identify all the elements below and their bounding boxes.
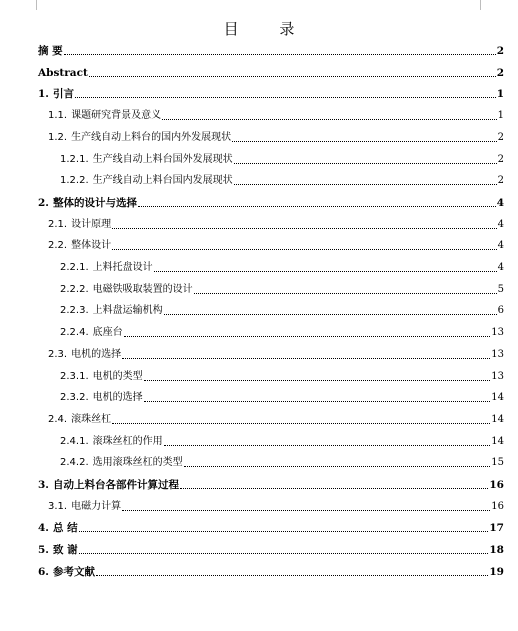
toc-entry-title: 底座台: [92, 327, 123, 339]
toc-entry-number: 3.1.: [48, 500, 68, 512]
dot-leader: [184, 466, 491, 467]
toc-entry-title: 致 谢: [52, 544, 78, 557]
toc-entry-title: Abstract: [38, 66, 88, 79]
toc-entry-title: 电机的类型: [92, 370, 143, 382]
toc-title: 目 录: [223, 20, 313, 38]
crop-mark-left: [36, 0, 37, 10]
toc-entry-number: 2.3.1.: [60, 370, 89, 382]
toc-entry-page: 6: [497, 305, 504, 317]
toc-entry-page: 13: [491, 327, 504, 339]
toc-entry[interactable]: [48, 103, 504, 123]
toc-entry-title: 电磁力计算: [71, 500, 122, 512]
toc-entry-title: 设计原理: [71, 218, 112, 230]
toc-entry-title: 引言: [52, 88, 74, 101]
toc-entry-number: 4.: [38, 522, 49, 535]
toc-entry[interactable]: [48, 125, 504, 145]
dot-leader: [79, 553, 489, 554]
toc-entry-number: 2.2.2.: [60, 283, 89, 295]
toc-entry[interactable]: [38, 559, 504, 579]
toc-entry-number: 2.4.: [48, 413, 68, 425]
toc-entry[interactable]: [38, 38, 504, 58]
toc-entry[interactable]: [60, 147, 504, 167]
dot-leader: [232, 141, 497, 142]
toc-entry-title: 电磁铁吸取装置的设计: [92, 283, 193, 295]
toc-entry[interactable]: [48, 494, 504, 514]
dot-leader: [79, 531, 489, 532]
dot-leader: [144, 380, 491, 381]
toc-entry-number: 2.2.1.: [60, 262, 89, 273]
toc-entry-page: 2: [496, 66, 504, 79]
toc-entry-number: 5.: [38, 544, 49, 557]
toc-entry[interactable]: [38, 81, 504, 101]
dot-leader: [64, 54, 496, 55]
dot-leader: [112, 228, 497, 229]
toc-entry-title: 选用滚珠丝杠的类型: [92, 457, 183, 469]
toc-entry-title: 生产线自动上料台的国内外发展现状: [71, 131, 232, 143]
toc-entry[interactable]: [48, 212, 504, 232]
toc-entry[interactable]: [60, 385, 504, 405]
toc-entry-number: 2.3.: [48, 348, 68, 360]
toc-entry-number: 1.2.1.: [60, 153, 89, 165]
toc-entry-number: 2.2.3.: [60, 305, 89, 317]
toc-entry-number: 1.: [38, 88, 49, 101]
toc-entry-number: 2.: [38, 196, 49, 209]
dot-leader: [122, 510, 490, 511]
toc-entry-number: 2.1.: [48, 218, 68, 230]
toc-entry-title: 整体设计: [71, 240, 112, 252]
dot-leader: [112, 423, 490, 424]
dot-leader: [164, 445, 491, 446]
toc-entry-page: 16: [489, 479, 504, 491]
dot-leader: [234, 163, 497, 164]
toc-entry-number: 6.: [38, 565, 49, 578]
toc-entry-page: 13: [491, 370, 504, 382]
toc-entry-title: 上料盘运输机构: [92, 305, 163, 317]
toc-entry[interactable]: [48, 342, 504, 362]
toc-entry[interactable]: [60, 320, 504, 340]
toc-entry-title: 滚珠丝杠: [71, 413, 112, 425]
toc-entry[interactable]: [60, 429, 504, 449]
dot-leader: [194, 293, 497, 294]
toc-entry-page: 4: [497, 218, 504, 230]
toc-entry-title: 参考文献: [52, 565, 95, 578]
toc-entry[interactable]: [48, 407, 504, 427]
toc-entry-page: 14: [491, 392, 504, 404]
toc-entry-title: 总 结: [52, 522, 78, 535]
toc-entry-title: 滚珠丝杠的作用: [92, 435, 163, 447]
toc-entry-number: 2.4.2.: [60, 457, 89, 469]
toc-entry-page: 1: [497, 110, 504, 122]
toc-entry-page: 14: [491, 413, 504, 425]
toc-entry-page: 4: [496, 196, 504, 209]
toc-entry-page: 2: [497, 131, 504, 143]
toc-entry[interactable]: [60, 255, 504, 275]
toc-entry-page: 2: [496, 45, 504, 57]
dot-leader: [164, 314, 497, 315]
toc-entry[interactable]: [60, 298, 504, 318]
toc-entry[interactable]: [60, 168, 504, 188]
toc-entry-number: 1.2.: [48, 131, 68, 143]
toc-entry-page: 4: [497, 240, 504, 252]
toc-entry-number: 2.4.1.: [60, 435, 89, 447]
toc-entry[interactable]: [38, 190, 504, 210]
toc-entry[interactable]: [38, 472, 504, 492]
toc-entry-page: 18: [489, 544, 504, 557]
toc-entry-title: 课题研究背景及意义: [71, 110, 162, 122]
dot-leader: [75, 97, 496, 98]
toc-entry[interactable]: [38, 515, 504, 535]
toc-entry-page: 19: [489, 565, 504, 578]
toc-entry-title: 整体的设计与选择: [52, 196, 137, 209]
toc-entry-title: 电机的选择: [71, 348, 122, 360]
toc-entry-page: 14: [491, 435, 504, 447]
toc-entry-number: 2.2.4.: [60, 327, 89, 339]
toc-entry[interactable]: [60, 277, 504, 297]
dot-leader: [162, 119, 497, 120]
toc-entry-page: 2: [497, 175, 504, 187]
toc-entry[interactable]: [60, 450, 504, 470]
toc-entry-page: 16: [491, 500, 504, 512]
toc-entry[interactable]: [60, 364, 504, 384]
toc-entry-page: 2: [497, 153, 504, 165]
toc-entry-number: 1.1.: [48, 110, 68, 122]
toc-entry[interactable]: [48, 233, 504, 253]
toc-entry-number: 2.3.2.: [60, 392, 89, 404]
toc-entry-title: 自动上料台各部件计算过程: [52, 479, 179, 491]
toc-entry[interactable]: [38, 60, 504, 80]
dot-leader: [234, 184, 497, 185]
toc-entry[interactable]: [38, 537, 504, 557]
toc-entry-title: 电机的选择: [92, 392, 143, 404]
toc-entry-title: 生产线自动上料台国外发展现状: [92, 153, 233, 165]
toc-entry-title: 摘 要: [38, 45, 63, 57]
toc-entry-page: 13: [491, 348, 504, 360]
toc-entry-title: 上料托盘设计: [92, 262, 153, 273]
toc-entry-number: 1.2.2.: [60, 175, 89, 187]
dot-leader: [138, 206, 496, 207]
dot-leader: [89, 76, 496, 77]
dot-leader: [144, 401, 491, 402]
toc-entry-page: 15: [491, 457, 504, 469]
crop-mark-right: [480, 0, 481, 10]
dot-leader: [154, 271, 497, 272]
dot-leader: [112, 249, 497, 250]
toc-entry-title: 生产线自动上料台国内发展现状: [92, 175, 233, 187]
toc-entry-page: 1: [496, 88, 504, 101]
toc-entry-number: 2.2.: [48, 240, 68, 252]
dot-leader: [180, 488, 488, 489]
toc-entry-page: 4: [497, 262, 504, 273]
dot-leader: [96, 575, 488, 576]
toc-entry-page: 17: [489, 522, 504, 535]
toc-entry-number: 3.: [38, 479, 49, 491]
dot-leader: [124, 336, 491, 337]
toc-entry-page: 5: [497, 283, 504, 295]
dot-leader: [122, 358, 490, 359]
